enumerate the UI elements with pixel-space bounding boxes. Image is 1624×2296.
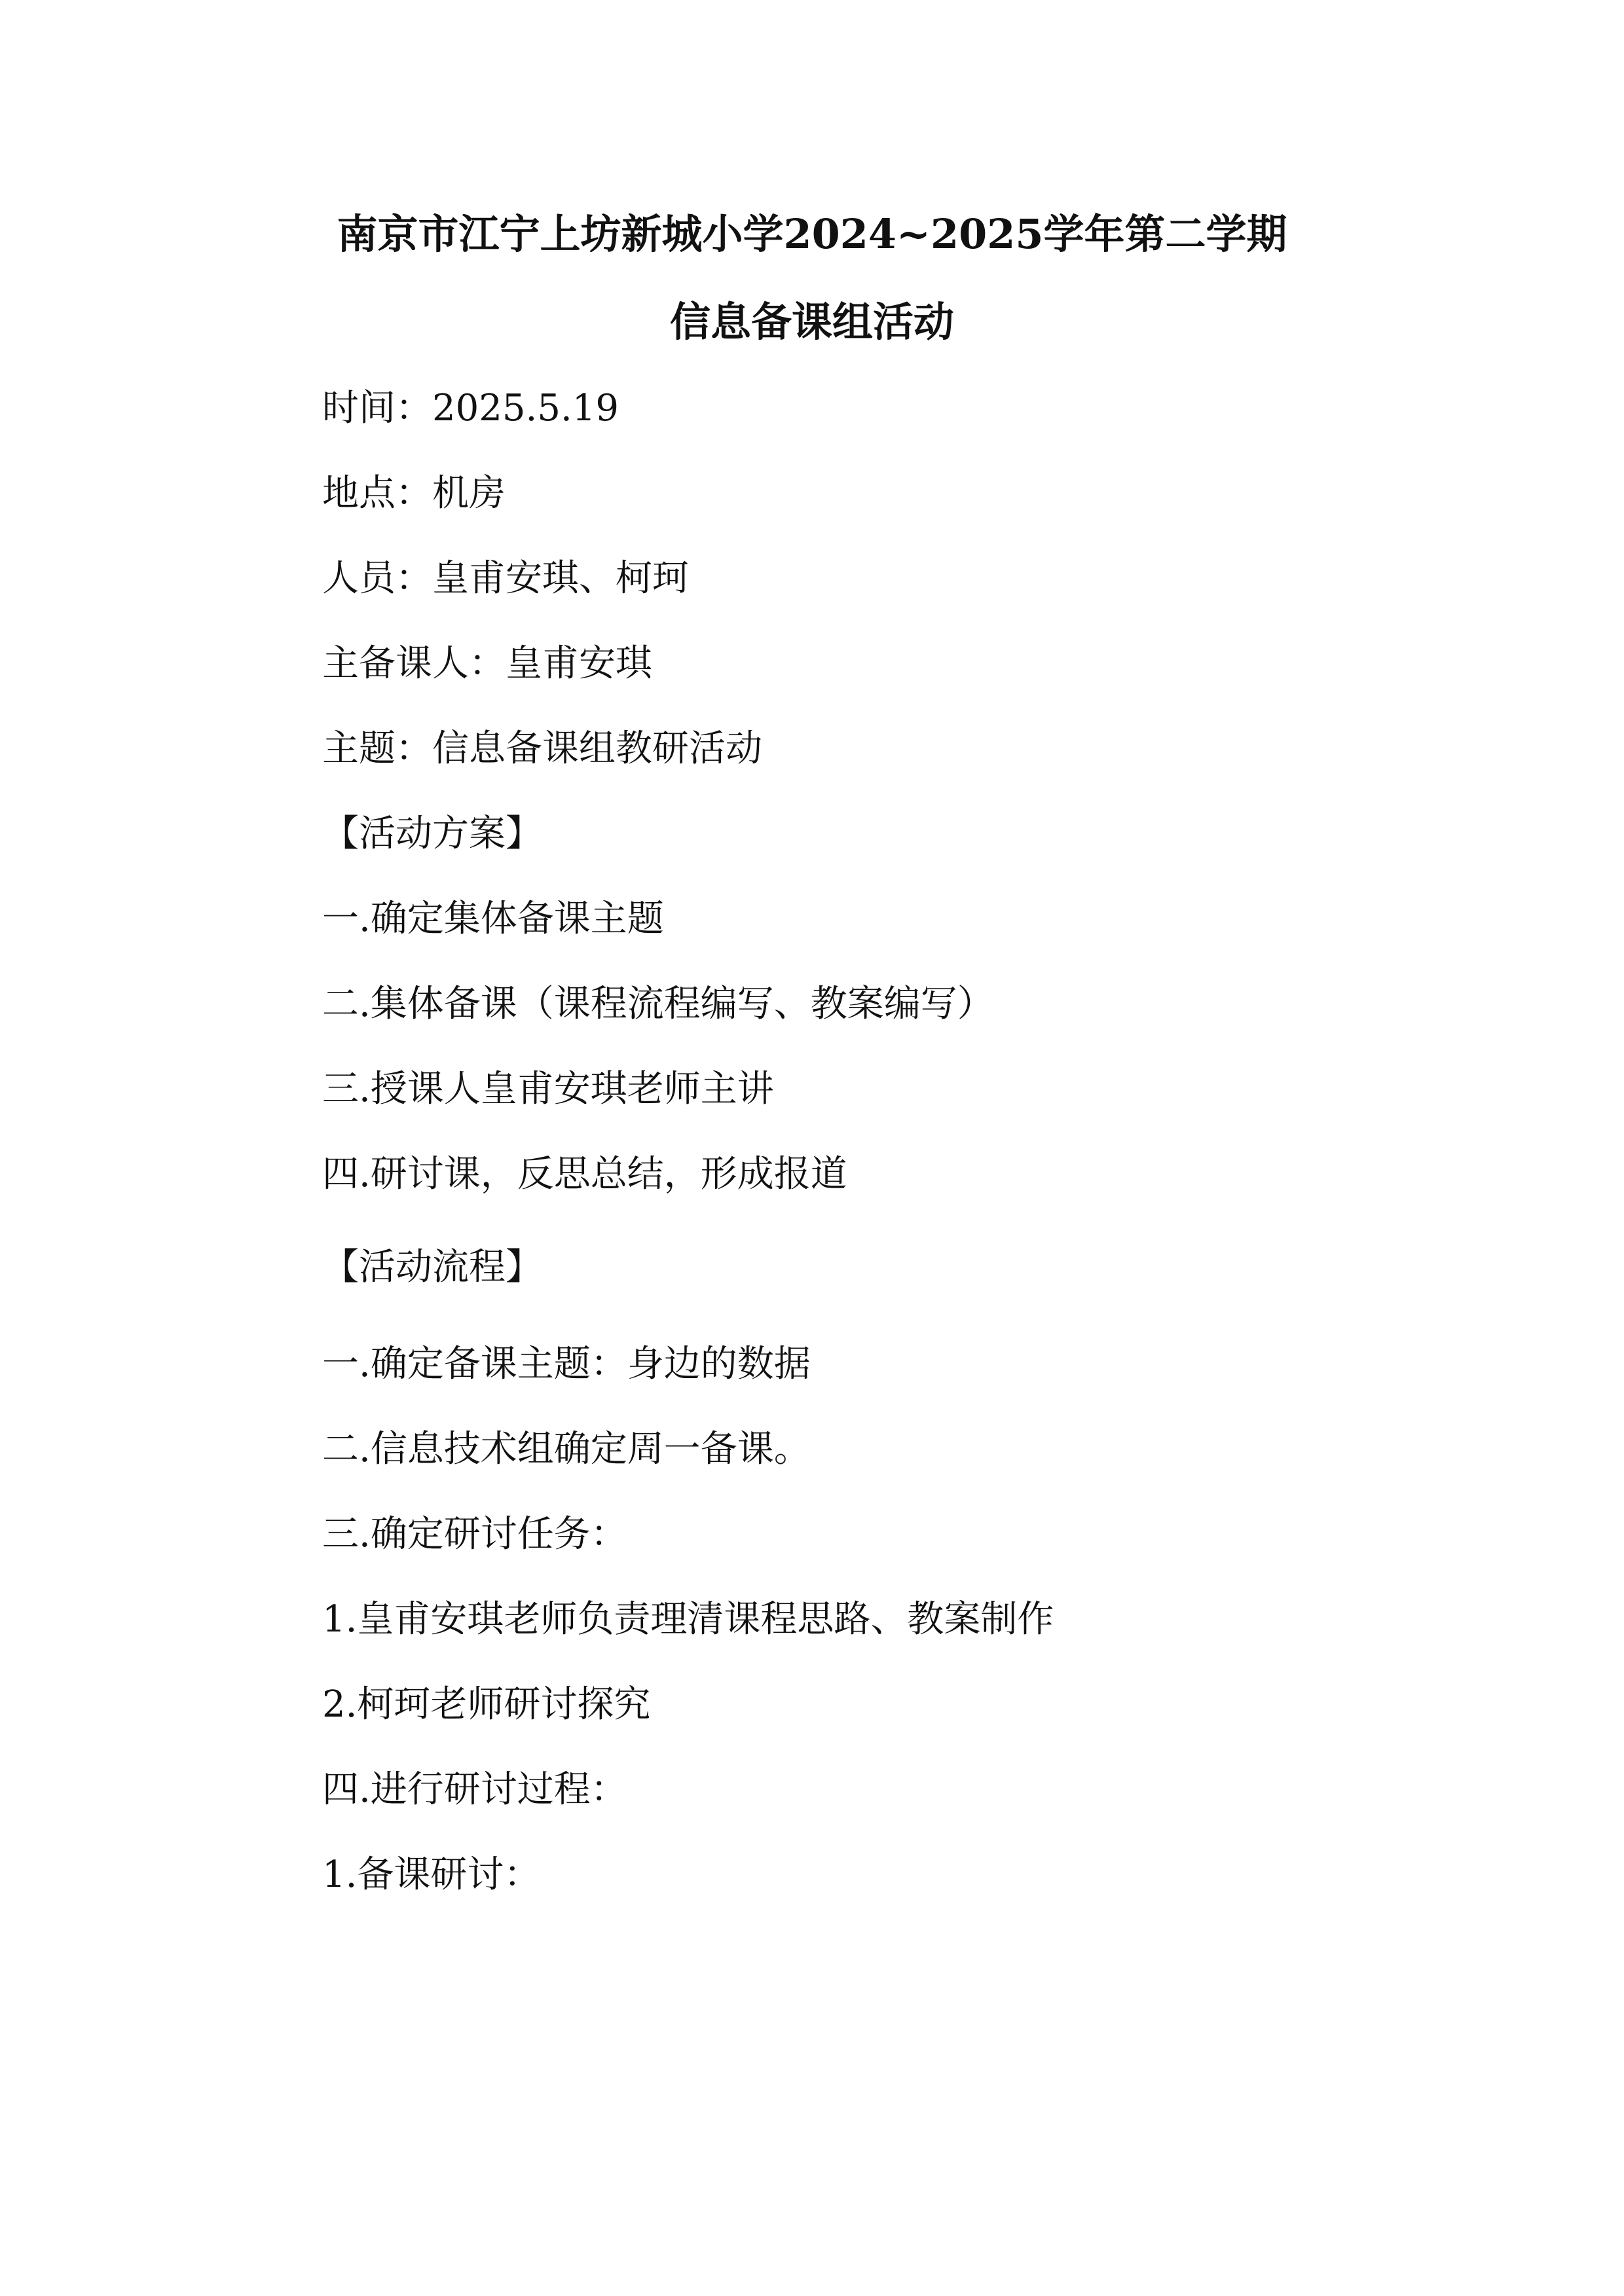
meta-time: 时间：2025.5.19: [322, 387, 619, 429]
process-item: 四.进行研讨过程：: [322, 1768, 627, 1811]
plan-heading: 【活动方案】: [322, 812, 542, 855]
plan-item: 四.研讨课，反思总结，形成报道: [322, 1153, 847, 1195]
process-item: 1.皇甫安琪老师负责理清课程思路、教案制作: [322, 1598, 1054, 1641]
document-title: 南京市江宁上坊新城小学2024~2025学年第二学期: [337, 210, 1287, 258]
process-item: 2.柯珂老师研讨探究: [322, 1683, 651, 1726]
process-item: 二.信息技术组确定周一备课。: [322, 1428, 811, 1470]
meta-people: 人员：皇甫安琪、柯珂: [322, 557, 689, 600]
plan-item: 三.授课人皇甫安琪老师主讲: [322, 1068, 774, 1110]
process-heading: 【活动流程】: [322, 1246, 542, 1288]
plan-item: 一.确定集体备课主题: [322, 898, 664, 940]
meta-place: 地点：机房: [322, 472, 506, 515]
meta-lead: 主备课人：皇甫安琪: [322, 642, 652, 685]
process-item: 三.确定研讨任务：: [322, 1513, 627, 1556]
document-subtitle: 信息备课组活动: [669, 298, 954, 346]
meta-topic: 主题：信息备课组教研活动: [322, 727, 762, 770]
process-item: 1.备课研讨：: [322, 1853, 541, 1896]
process-item: 一.确定备课主题：身边的数据: [322, 1343, 811, 1385]
plan-item: 二.集体备课（课程流程编写、教案编写）: [322, 983, 994, 1025]
